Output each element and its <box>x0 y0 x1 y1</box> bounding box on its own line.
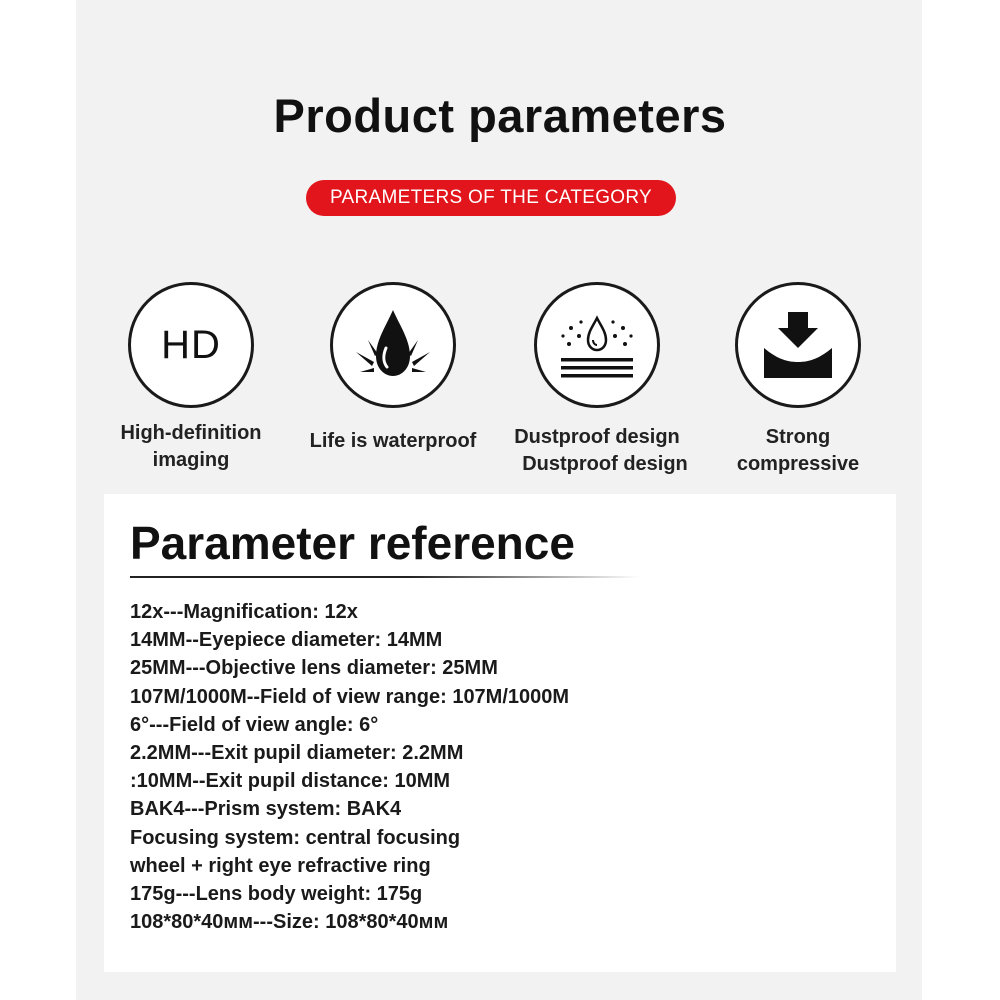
spec-item: 6°---Field of view angle: 6° <box>130 713 379 736</box>
compression-icon <box>750 300 846 390</box>
feature-circle <box>735 282 861 408</box>
title-underline <box>130 576 640 578</box>
spec-item: 107M/1000M--Field of view range: 107M/1000M <box>130 685 570 708</box>
spec-item: 14MM--Eyepiece diameter: 14MM <box>130 629 443 652</box>
feature-hd <box>91 282 291 474</box>
feature-label: High-definition imaging <box>120 422 262 471</box>
spec-item: 12x---Magnification: 12x <box>130 601 358 623</box>
page-title: Product parameters <box>273 89 727 142</box>
parameter-reference-card <box>104 494 896 972</box>
dustproof-icon <box>549 300 645 390</box>
spec-item: BAK4---Prism system: BAK4 <box>130 798 402 821</box>
feature-circle <box>128 282 254 408</box>
hd-icon: HD <box>161 322 221 367</box>
spec-item: 25MM---Objective lens diameter: 25MM <box>130 657 498 680</box>
feature-label: Dustproof design Dustproof design <box>514 426 688 475</box>
feature-compressive <box>698 282 898 478</box>
spec-item: 175g---Lens body weight: 175g <box>130 883 423 906</box>
spec-item: 2.2MM---Exit pupil diameter: 2.2MM <box>130 742 464 765</box>
spec-item: 108*80*40мм---Size: 108*80*40мм <box>130 911 449 934</box>
category-badge: PARAMETERS OF THE CATEGORY <box>306 180 676 216</box>
spec-item: Focusing system: central focusing <box>130 826 461 849</box>
spec-list <box>130 598 569 936</box>
feature-circle <box>534 282 660 408</box>
spec-item: wheel + right eye refractive ring <box>130 854 431 877</box>
spec-item: :10MM--Exit pupil distance: 10MM <box>130 770 451 793</box>
feature-label: Life is waterproof <box>309 430 477 452</box>
water-drop-icon <box>348 300 438 390</box>
feature-label: Strong compressive <box>736 426 860 475</box>
feature-waterproof <box>293 282 493 455</box>
feature-dustproof <box>497 282 697 478</box>
feature-circle <box>330 282 456 408</box>
reference-title: Parameter reference <box>130 517 575 569</box>
